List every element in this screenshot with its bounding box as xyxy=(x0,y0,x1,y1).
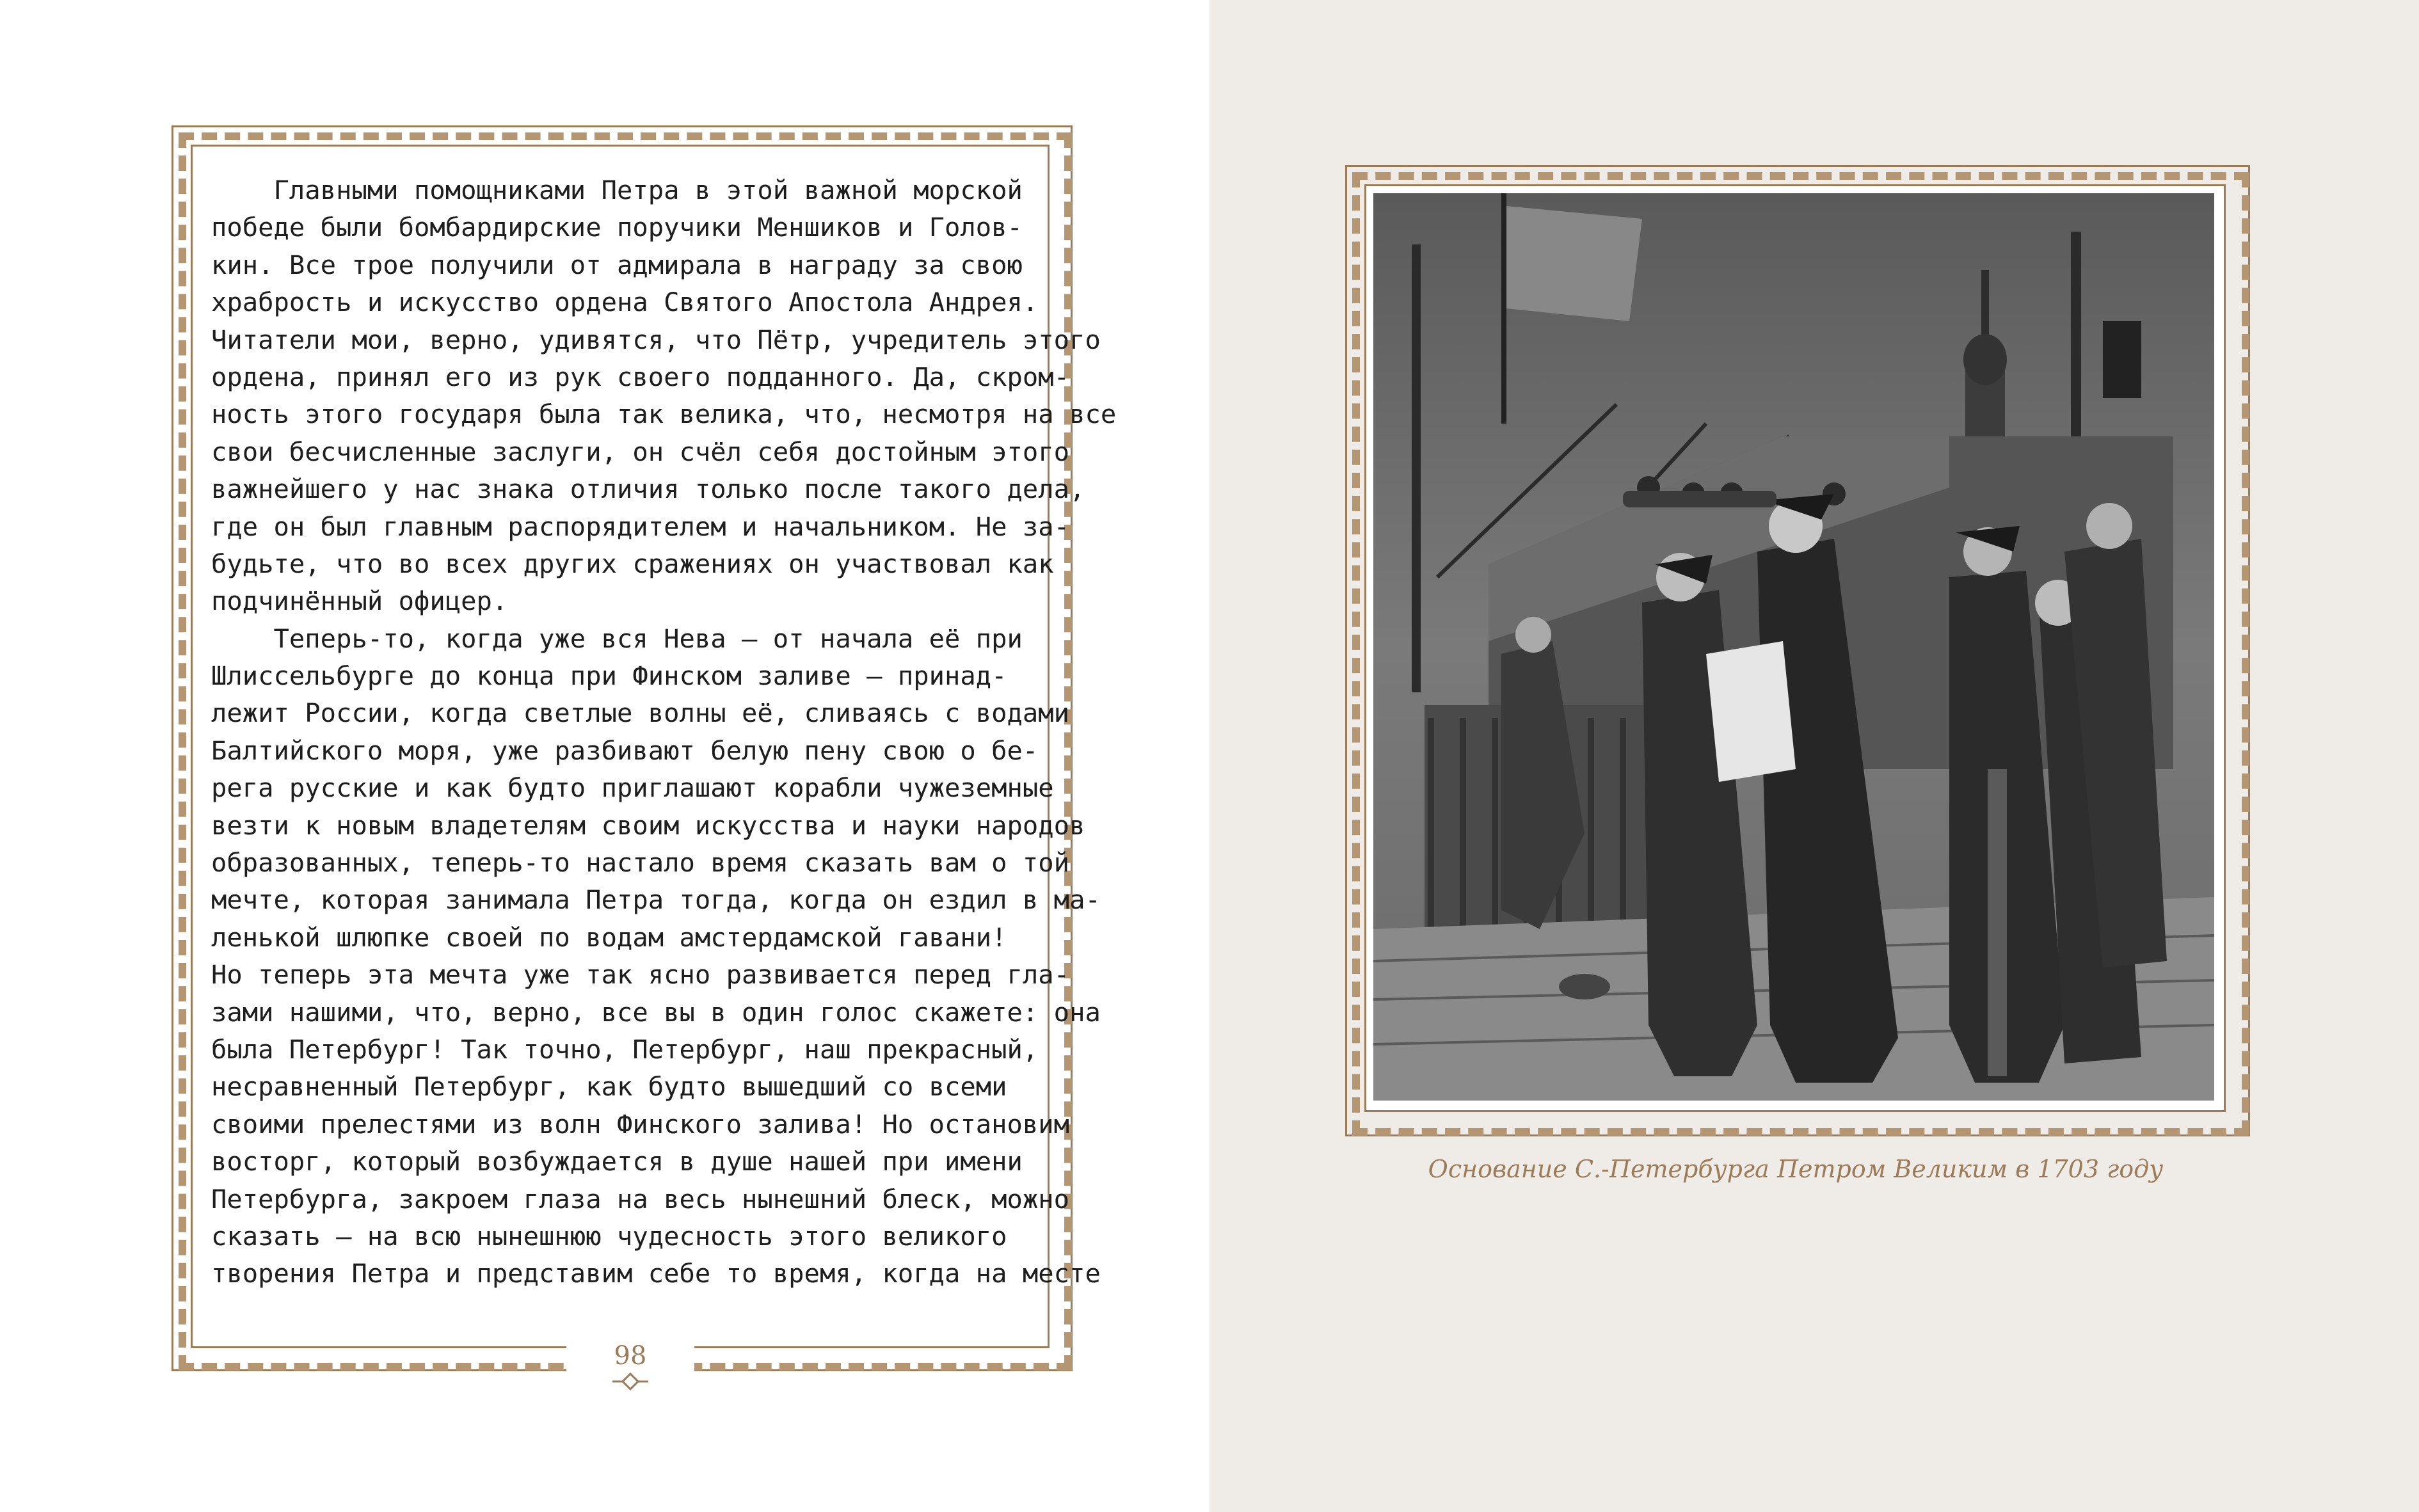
text-line: кин. Все трое получили от адмирала в награду за свою xyxy=(211,249,1023,280)
text-line: Главными помощниками Петра в этой важной морской xyxy=(211,175,1023,205)
text-line: Но теперь эта мечта уже так ясно развивается перед гла- xyxy=(211,959,1070,991)
page-number: 98 xyxy=(566,1337,694,1374)
body-text xyxy=(211,171,1117,1336)
text-line: восторг, который возбуждается в душе нашей при имени xyxy=(211,1146,1023,1177)
text-line: будьте, что во всех других сражениях он участвовал как xyxy=(211,548,1054,579)
text-line: лежит России, когда светлые волны её, сливаясь с водами xyxy=(211,697,1070,729)
text-line: везти к новым владетелям своим искусства и науки народов xyxy=(211,809,1085,841)
text-line: мечте, которая занимала Петра тогда, когда он ездил в ма- xyxy=(211,884,1101,916)
text-line: Читатели мои, верно, удивятся, что Пётр, учредитель этого xyxy=(211,324,1101,355)
text-line: Петербурга, закроем глаза на весь нынешний блеск, можно xyxy=(211,1183,1070,1214)
text-line: храбрость и искусство ордена Святого Апостола Андрея. xyxy=(211,287,1039,318)
text-line: рега русские и как будто приглашают корабли чужеземные xyxy=(211,772,1054,804)
text-line: подчинённый офицер. xyxy=(211,585,508,617)
text-line: зами нашими, что, верно, все вы в один голос скажете: она xyxy=(211,996,1101,1028)
text-line: Теперь-то, когда уже вся Нева — от начала её при xyxy=(211,623,1023,654)
text-line: несравненный Петербург, как будто вышедший со всеми xyxy=(211,1071,1007,1102)
text-line: была Петербург! Так точно, Петербург, наш прекрасный, xyxy=(211,1033,1039,1065)
text-line: где он был главным распорядителем и начальником. Не за- xyxy=(211,511,1070,542)
text-line: сказать — на всю нынешнюю чудесность этого великого xyxy=(211,1220,1007,1252)
text-line: важнейшего у нас знака отличия только после такого дела, xyxy=(211,473,1085,505)
text-line: ленькой шлюпке своей по водам амстердамской гавани! xyxy=(211,921,1007,953)
engraving-illustration xyxy=(1373,193,2214,1101)
text-line: победе были бомбардирские поручики Меншиков и Голов- xyxy=(211,212,1023,243)
text-line: образованных, теперь-то настало время сказать вам о той xyxy=(211,847,1070,879)
illustration-caption: Основание С.-Петербурга Петром Великим в 1703 году xyxy=(1428,1155,2164,1183)
text-line: Шлиссельбурге до конца при Финском заливе — принад- xyxy=(211,660,1007,692)
page-number-ornament-icon xyxy=(611,1373,650,1392)
text-line: свои бесчисленные заслуги, он счёл себя достойным этого xyxy=(211,436,1070,467)
text-line: творения Петра и представим себе то время, когда на месте xyxy=(211,1258,1101,1289)
text-line: ордена, принял его из рук своего подданного. Да, скром- xyxy=(211,361,1070,392)
text-line: своими прелестями из волн Финского залива! Но остановим xyxy=(211,1108,1070,1140)
text-line: ность этого государя была так велика, что, несмотря на все xyxy=(211,399,1117,430)
text-line: Балтийского моря, уже разбивают белую пену свою о бе- xyxy=(211,735,1039,766)
